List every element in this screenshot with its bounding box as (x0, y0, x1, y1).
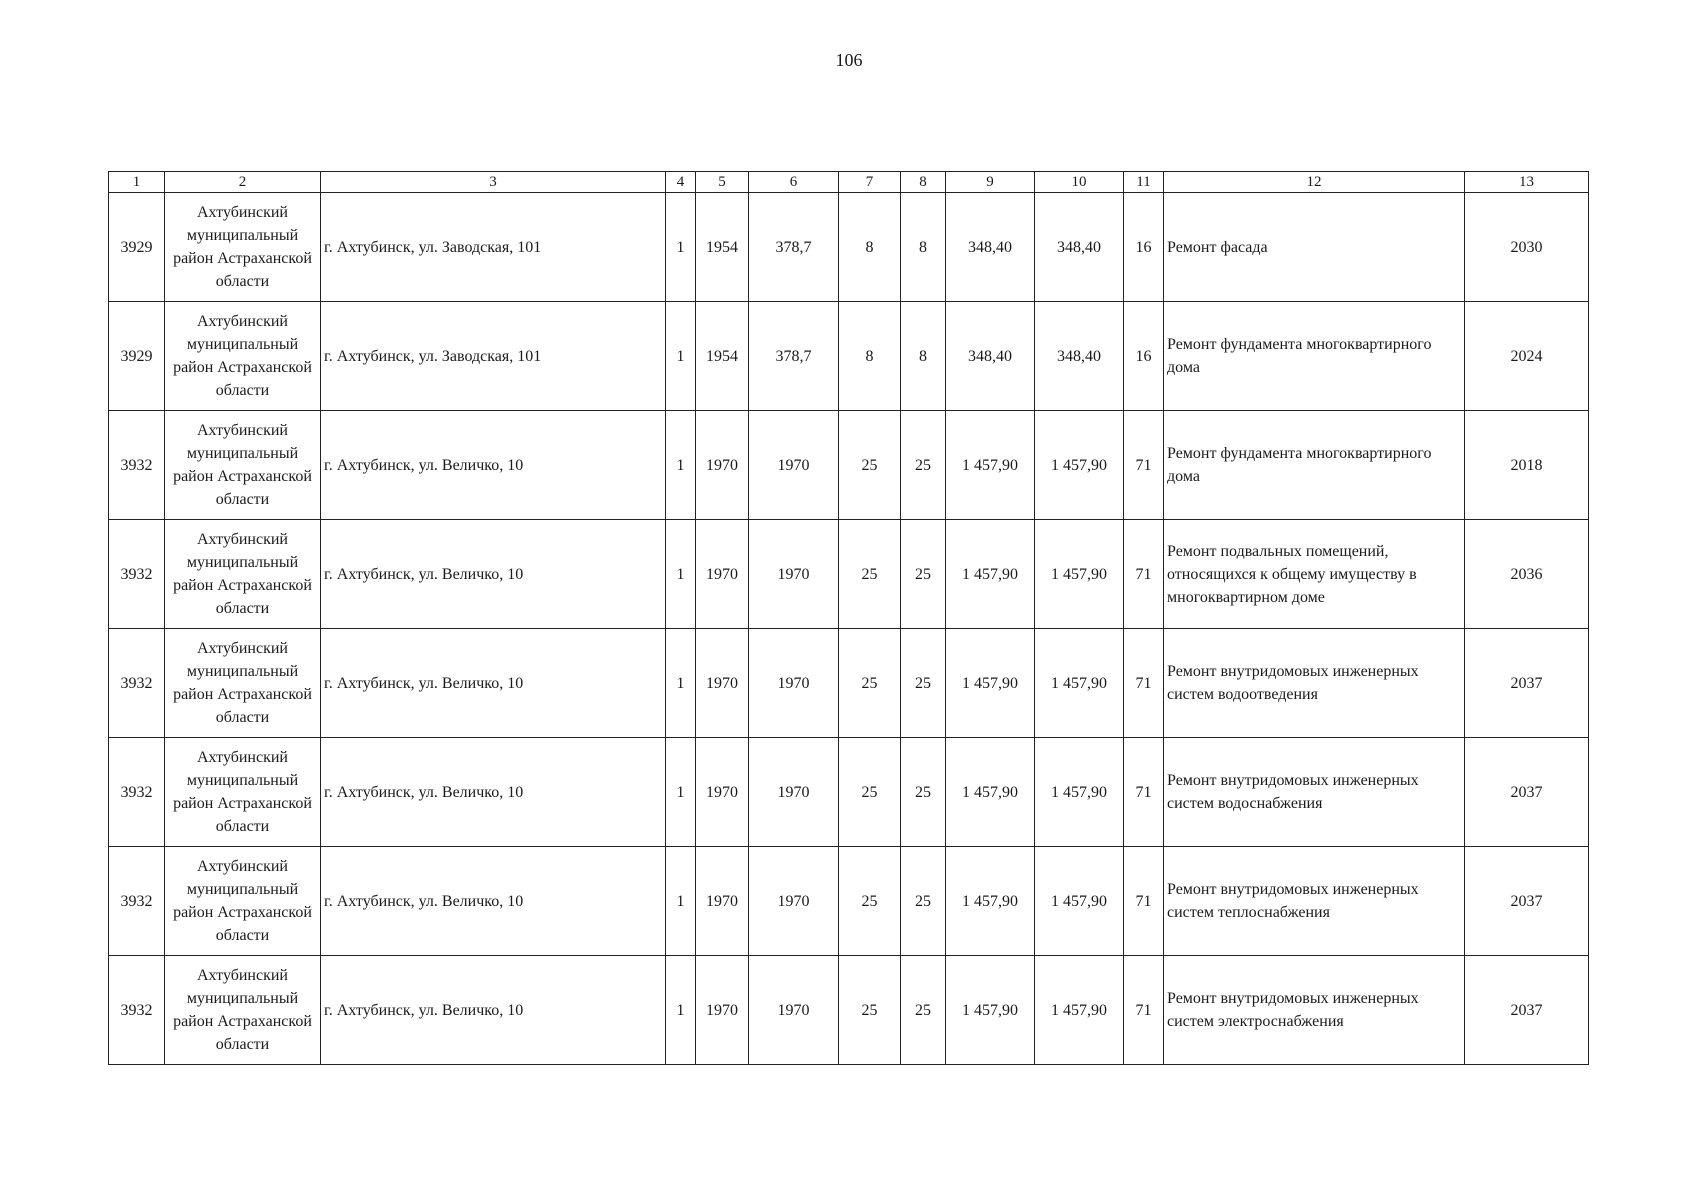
column-header-12: 12 (1164, 172, 1465, 193)
cell-col-4: 1 (666, 956, 696, 1065)
cell-col-8: 25 (901, 520, 946, 629)
cell-col-7: 25 (839, 411, 901, 520)
cell-col-11: 71 (1124, 847, 1164, 956)
cell-area-2: 1 457,90 (1035, 411, 1124, 520)
cell-year: 1954 (696, 193, 749, 302)
cell-area-2: 1 457,90 (1035, 847, 1124, 956)
cell-id: 3932 (109, 629, 165, 738)
cell-work-type: Ремонт фундамента многоквартирного дома (1164, 302, 1465, 411)
cell-year: 1970 (696, 520, 749, 629)
cell-col-11: 16 (1124, 302, 1164, 411)
cell-area-1: 1 457,90 (946, 847, 1035, 956)
cell-col-8: 8 (901, 193, 946, 302)
column-header-6: 6 (749, 172, 839, 193)
table-row (109, 411, 1589, 520)
cell-col-4: 1 (666, 629, 696, 738)
cell-col-4: 1 (666, 411, 696, 520)
column-header-5: 5 (696, 172, 749, 193)
capital-repair-table (108, 171, 1589, 1065)
cell-address: г. Ахтубинск, ул. Заводская, 101 (321, 302, 666, 411)
cell-col-6: 1970 (749, 411, 839, 520)
cell-id: 3932 (109, 411, 165, 520)
cell-address: г. Ахтубинск, ул. Заводская, 101 (321, 193, 666, 302)
cell-area-1: 1 457,90 (946, 738, 1035, 847)
cell-area-2: 1 457,90 (1035, 956, 1124, 1065)
cell-district: Ахтубинский муниципальный район Астраханской области (165, 847, 321, 956)
cell-district: Ахтубинский муниципальный район Астраханской области (165, 411, 321, 520)
cell-district: Ахтубинский муниципальный район Астраханской области (165, 193, 321, 302)
cell-id: 3929 (109, 193, 165, 302)
table-header (109, 172, 1589, 193)
table-row (109, 738, 1589, 847)
cell-work-type: Ремонт внутридомовых инженерных систем водоснабжения (1164, 738, 1465, 847)
column-header-3: 3 (321, 172, 666, 193)
cell-year: 1970 (696, 847, 749, 956)
cell-id: 3932 (109, 738, 165, 847)
table-row (109, 956, 1589, 1065)
cell-address: г. Ахтубинск, ул. Величко, 10 (321, 629, 666, 738)
cell-area-1: 1 457,90 (946, 520, 1035, 629)
cell-work-type: Ремонт внутридомовых инженерных систем электроснабжения (1164, 956, 1465, 1065)
cell-address: г. Ахтубинск, ул. Величко, 10 (321, 738, 666, 847)
cell-address: г. Ахтубинск, ул. Величко, 10 (321, 956, 666, 1065)
cell-col-8: 25 (901, 738, 946, 847)
cell-col-11: 16 (1124, 193, 1164, 302)
cell-col-4: 1 (666, 520, 696, 629)
cell-col-8: 25 (901, 956, 946, 1065)
cell-col-6: 1970 (749, 847, 839, 956)
cell-col-7: 25 (839, 738, 901, 847)
cell-area-1: 1 457,90 (946, 629, 1035, 738)
cell-col-4: 1 (666, 847, 696, 956)
cell-col-4: 1 (666, 302, 696, 411)
cell-plan-year: 2037 (1465, 956, 1589, 1065)
cell-area-2: 1 457,90 (1035, 520, 1124, 629)
cell-district: Ахтубинский муниципальный район Астраханской области (165, 520, 321, 629)
column-header-10: 10 (1035, 172, 1124, 193)
cell-area-2: 348,40 (1035, 302, 1124, 411)
cell-address: г. Ахтубинск, ул. Величко, 10 (321, 411, 666, 520)
header-row (109, 172, 1589, 193)
cell-col-11: 71 (1124, 520, 1164, 629)
column-header-8: 8 (901, 172, 946, 193)
cell-id: 3932 (109, 847, 165, 956)
cell-work-type: Ремонт внутридомовых инженерных систем водоотведения (1164, 629, 1465, 738)
column-header-7: 7 (839, 172, 901, 193)
cell-year: 1970 (696, 629, 749, 738)
cell-col-11: 71 (1124, 629, 1164, 738)
cell-col-6: 378,7 (749, 302, 839, 411)
cell-col-8: 25 (901, 411, 946, 520)
cell-plan-year: 2018 (1465, 411, 1589, 520)
cell-plan-year: 2037 (1465, 629, 1589, 738)
cell-area-2: 1 457,90 (1035, 629, 1124, 738)
cell-plan-year: 2030 (1465, 193, 1589, 302)
table-body (109, 193, 1589, 1065)
cell-district: Ахтубинский муниципальный район Астраханской области (165, 956, 321, 1065)
column-header-11: 11 (1124, 172, 1164, 193)
cell-col-11: 71 (1124, 411, 1164, 520)
cell-col-6: 1970 (749, 956, 839, 1065)
cell-area-1: 1 457,90 (946, 956, 1035, 1065)
cell-area-1: 348,40 (946, 302, 1035, 411)
cell-col-7: 25 (839, 629, 901, 738)
cell-id: 3932 (109, 956, 165, 1065)
cell-col-11: 71 (1124, 956, 1164, 1065)
cell-col-8: 8 (901, 302, 946, 411)
column-header-13: 13 (1465, 172, 1589, 193)
cell-district: Ахтубинский муниципальный район Астраханской области (165, 738, 321, 847)
cell-area-1: 1 457,90 (946, 411, 1035, 520)
column-header-1: 1 (109, 172, 165, 193)
cell-id: 3932 (109, 520, 165, 629)
cell-col-7: 25 (839, 956, 901, 1065)
cell-col-8: 25 (901, 847, 946, 956)
cell-area-2: 348,40 (1035, 193, 1124, 302)
cell-plan-year: 2037 (1465, 738, 1589, 847)
cell-year: 1954 (696, 302, 749, 411)
cell-col-8: 25 (901, 629, 946, 738)
cell-col-4: 1 (666, 193, 696, 302)
cell-area-1: 348,40 (946, 193, 1035, 302)
cell-col-4: 1 (666, 738, 696, 847)
cell-plan-year: 2037 (1465, 847, 1589, 956)
column-header-9: 9 (946, 172, 1035, 193)
column-header-4: 4 (666, 172, 696, 193)
cell-work-type: Ремонт фасада (1164, 193, 1465, 302)
cell-work-type: Ремонт подвальных помещений, относящихся к общему имуществу в многоквартирном доме (1164, 520, 1465, 629)
cell-col-11: 71 (1124, 738, 1164, 847)
table-row (109, 629, 1589, 738)
table-row (109, 847, 1589, 956)
table-row (109, 302, 1589, 411)
cell-district: Ахтубинский муниципальный район Астраханской области (165, 302, 321, 411)
cell-id: 3929 (109, 302, 165, 411)
page-number: 106 (835, 50, 863, 70)
cell-col-6: 1970 (749, 738, 839, 847)
cell-address: г. Ахтубинск, ул. Величко, 10 (321, 520, 666, 629)
table-row (109, 193, 1589, 302)
cell-col-6: 1970 (749, 520, 839, 629)
cell-district: Ахтубинский муниципальный район Астраханской области (165, 629, 321, 738)
cell-work-type: Ремонт внутридомовых инженерных систем теплоснабжения (1164, 847, 1465, 956)
cell-year: 1970 (696, 411, 749, 520)
cell-work-type: Ремонт фундамента многоквартирного дома (1164, 411, 1465, 520)
cell-col-7: 25 (839, 847, 901, 956)
cell-col-7: 8 (839, 193, 901, 302)
table-row (109, 520, 1589, 629)
cell-plan-year: 2024 (1465, 302, 1589, 411)
column-header-2: 2 (165, 172, 321, 193)
cell-year: 1970 (696, 738, 749, 847)
cell-col-6: 378,7 (749, 193, 839, 302)
cell-address: г. Ахтубинск, ул. Величко, 10 (321, 847, 666, 956)
cell-year: 1970 (696, 956, 749, 1065)
cell-area-2: 1 457,90 (1035, 738, 1124, 847)
cell-col-7: 8 (839, 302, 901, 411)
cell-col-7: 25 (839, 520, 901, 629)
cell-plan-year: 2036 (1465, 520, 1589, 629)
cell-col-6: 1970 (749, 629, 839, 738)
